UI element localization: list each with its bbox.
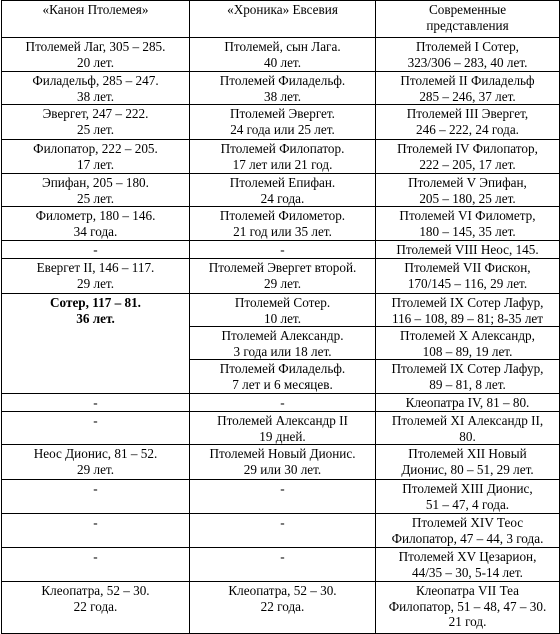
eusebius-cell: Птолемей Филометор. 21 год или 35 лет. [190,207,376,241]
canon-cell: Эвергет, 247 – 222. 25 лет. [2,105,190,140]
canon-cell: Клеопатра, 52 – 30. 22 года. [2,582,190,634]
modern-cell: Птолемей XI Александр II, 80. [376,411,560,444]
eusebius-cell: - [190,480,376,514]
canon-cell: Евергет II, 146 – 117. 29 лет. [2,258,190,293]
eusebius-cell: Птолемей Эвергет. 24 года или 25 лет. [190,105,376,140]
eusebius-cell: Птолемей Эвергет второй. 29 лет. [190,258,376,293]
eusebius-cell: Птолемей Филопатор. 17 лет или 21 год. [190,140,376,174]
modern-cell: Птолемей VI Филометр, 180 – 145, 35 лет. [376,207,560,241]
canon-cell: Эпифан, 205 – 180. 25 лет. [2,174,190,207]
header-eusebius: «Хроника» Евсевия [190,1,376,38]
modern-cell: Птолемей XIII Дионис, 51 – 47, 4 года. [376,480,560,514]
eusebius-cell: Птолемей, сын Лага. 40 лет. [190,38,376,72]
table-row [2,548,560,582]
modern-cell: Птолемей III Эвергет, 246 – 222, 24 года. [376,105,560,140]
canon-cell: Неос Дионис, 81 – 52. 29 лет. [2,445,190,480]
modern-cell: Птолемей VII Фискон, 170/145 – 116, 29 лет. [376,258,560,293]
canon-cell: - [2,411,190,444]
header-row [2,1,560,38]
modern-cell: Птолемей V Эпифан, 205 – 180, 25 лет. [376,174,560,207]
eusebius-cell: - [190,548,376,582]
eusebius-cell: - [190,241,376,259]
eusebius-cell: Птолемей Епифан. 24 года. [190,174,376,207]
table-row [2,241,560,259]
table-row [2,445,560,480]
modern-cell: Птолемей IX Сотер Лафур, 89 – 81, 8 лет. [376,360,560,394]
eusebius-cell: Птолемей Сотер. 10 лет. [190,293,376,326]
table-row [2,582,560,634]
canon-cell: Птолемей Лаг, 305 – 285. 20 лет. [2,38,190,72]
eusebius-cell: Птолемей Филадельф. 7 лет и 6 месяцев. [190,360,376,394]
table-row [2,38,560,72]
table-row [2,514,560,548]
header-modern: Современные представления [376,1,560,38]
table-row [2,140,560,174]
table-row [2,105,560,140]
canon-cell: - [2,514,190,548]
modern-cell: Птолемей X Александр, 108 – 89, 19 лет. [376,327,560,360]
canon-cell-soter: Сотер, 117 – 81. 36 лет. [2,293,190,393]
table-body [2,1,560,634]
eusebius-cell: Птолемей Филадельф. 38 лет. [190,72,376,105]
table-row [2,72,560,105]
canon-cell: Филометр, 180 – 146. 34 года. [2,207,190,241]
modern-cell: Птолемей I Сотер, 323/306 – 283, 40 лет. [376,38,560,72]
modern-cell: Птолемей IV Филопатор, 222 – 205, 17 лет. [376,140,560,174]
table-row [2,411,560,444]
modern-cell: Птолемей XIV Теос Филопатор, 47 – 44, 3 года. [376,514,560,548]
modern-cell: Птолемей IX Сотер Лафур, 116 – 108, 89 – 81; 8-35 лет [376,293,560,326]
canon-cell: Филопатор, 222 – 205. 17 лет. [2,140,190,174]
modern-cell: Птолемей VIII Неос, 145. [376,241,560,259]
eusebius-cell: Птолемей Александр II 19 дней. [190,411,376,444]
eusebius-cell: Птолемей Новый Дионис. 29 или 30 лет. [190,445,376,480]
table-row [2,293,560,326]
modern-cell: Клеопатра VII Теа Филопатор, 51 – 48, 47 – 30. 21 год. [376,582,560,634]
canon-cell: - [2,548,190,582]
modern-cell: Птолемей II Филадельф 285 – 246, 37 лет. [376,72,560,105]
modern-cell: Птолемей XII Новый Дионис, 80 – 51, 29 лет. [376,445,560,480]
eusebius-cell: - [190,394,376,412]
table-row [2,174,560,207]
eusebius-cell: Клеопатра, 52 – 30. 22 года. [190,582,376,634]
canon-cell: - [2,480,190,514]
table-row [2,207,560,241]
header-canon: «Канон Птолемея» [2,1,190,38]
eusebius-cell: Птолемей Александр. 3 года или 18 лет. [190,327,376,360]
canon-cell: - [2,394,190,412]
table-row [2,258,560,293]
modern-cell: Птолемей XV Цезарион, 44/35 – 30, 5-14 лет. [376,548,560,582]
table-row [2,394,560,412]
modern-cell: Клеопатра IV, 81 – 80. [376,394,560,412]
canon-cell: - [2,241,190,259]
table-row [2,480,560,514]
ptolemies-comparison-table [1,0,560,634]
eusebius-cell: - [190,514,376,548]
canon-cell: Филадельф, 285 – 247. 38 лет. [2,72,190,105]
